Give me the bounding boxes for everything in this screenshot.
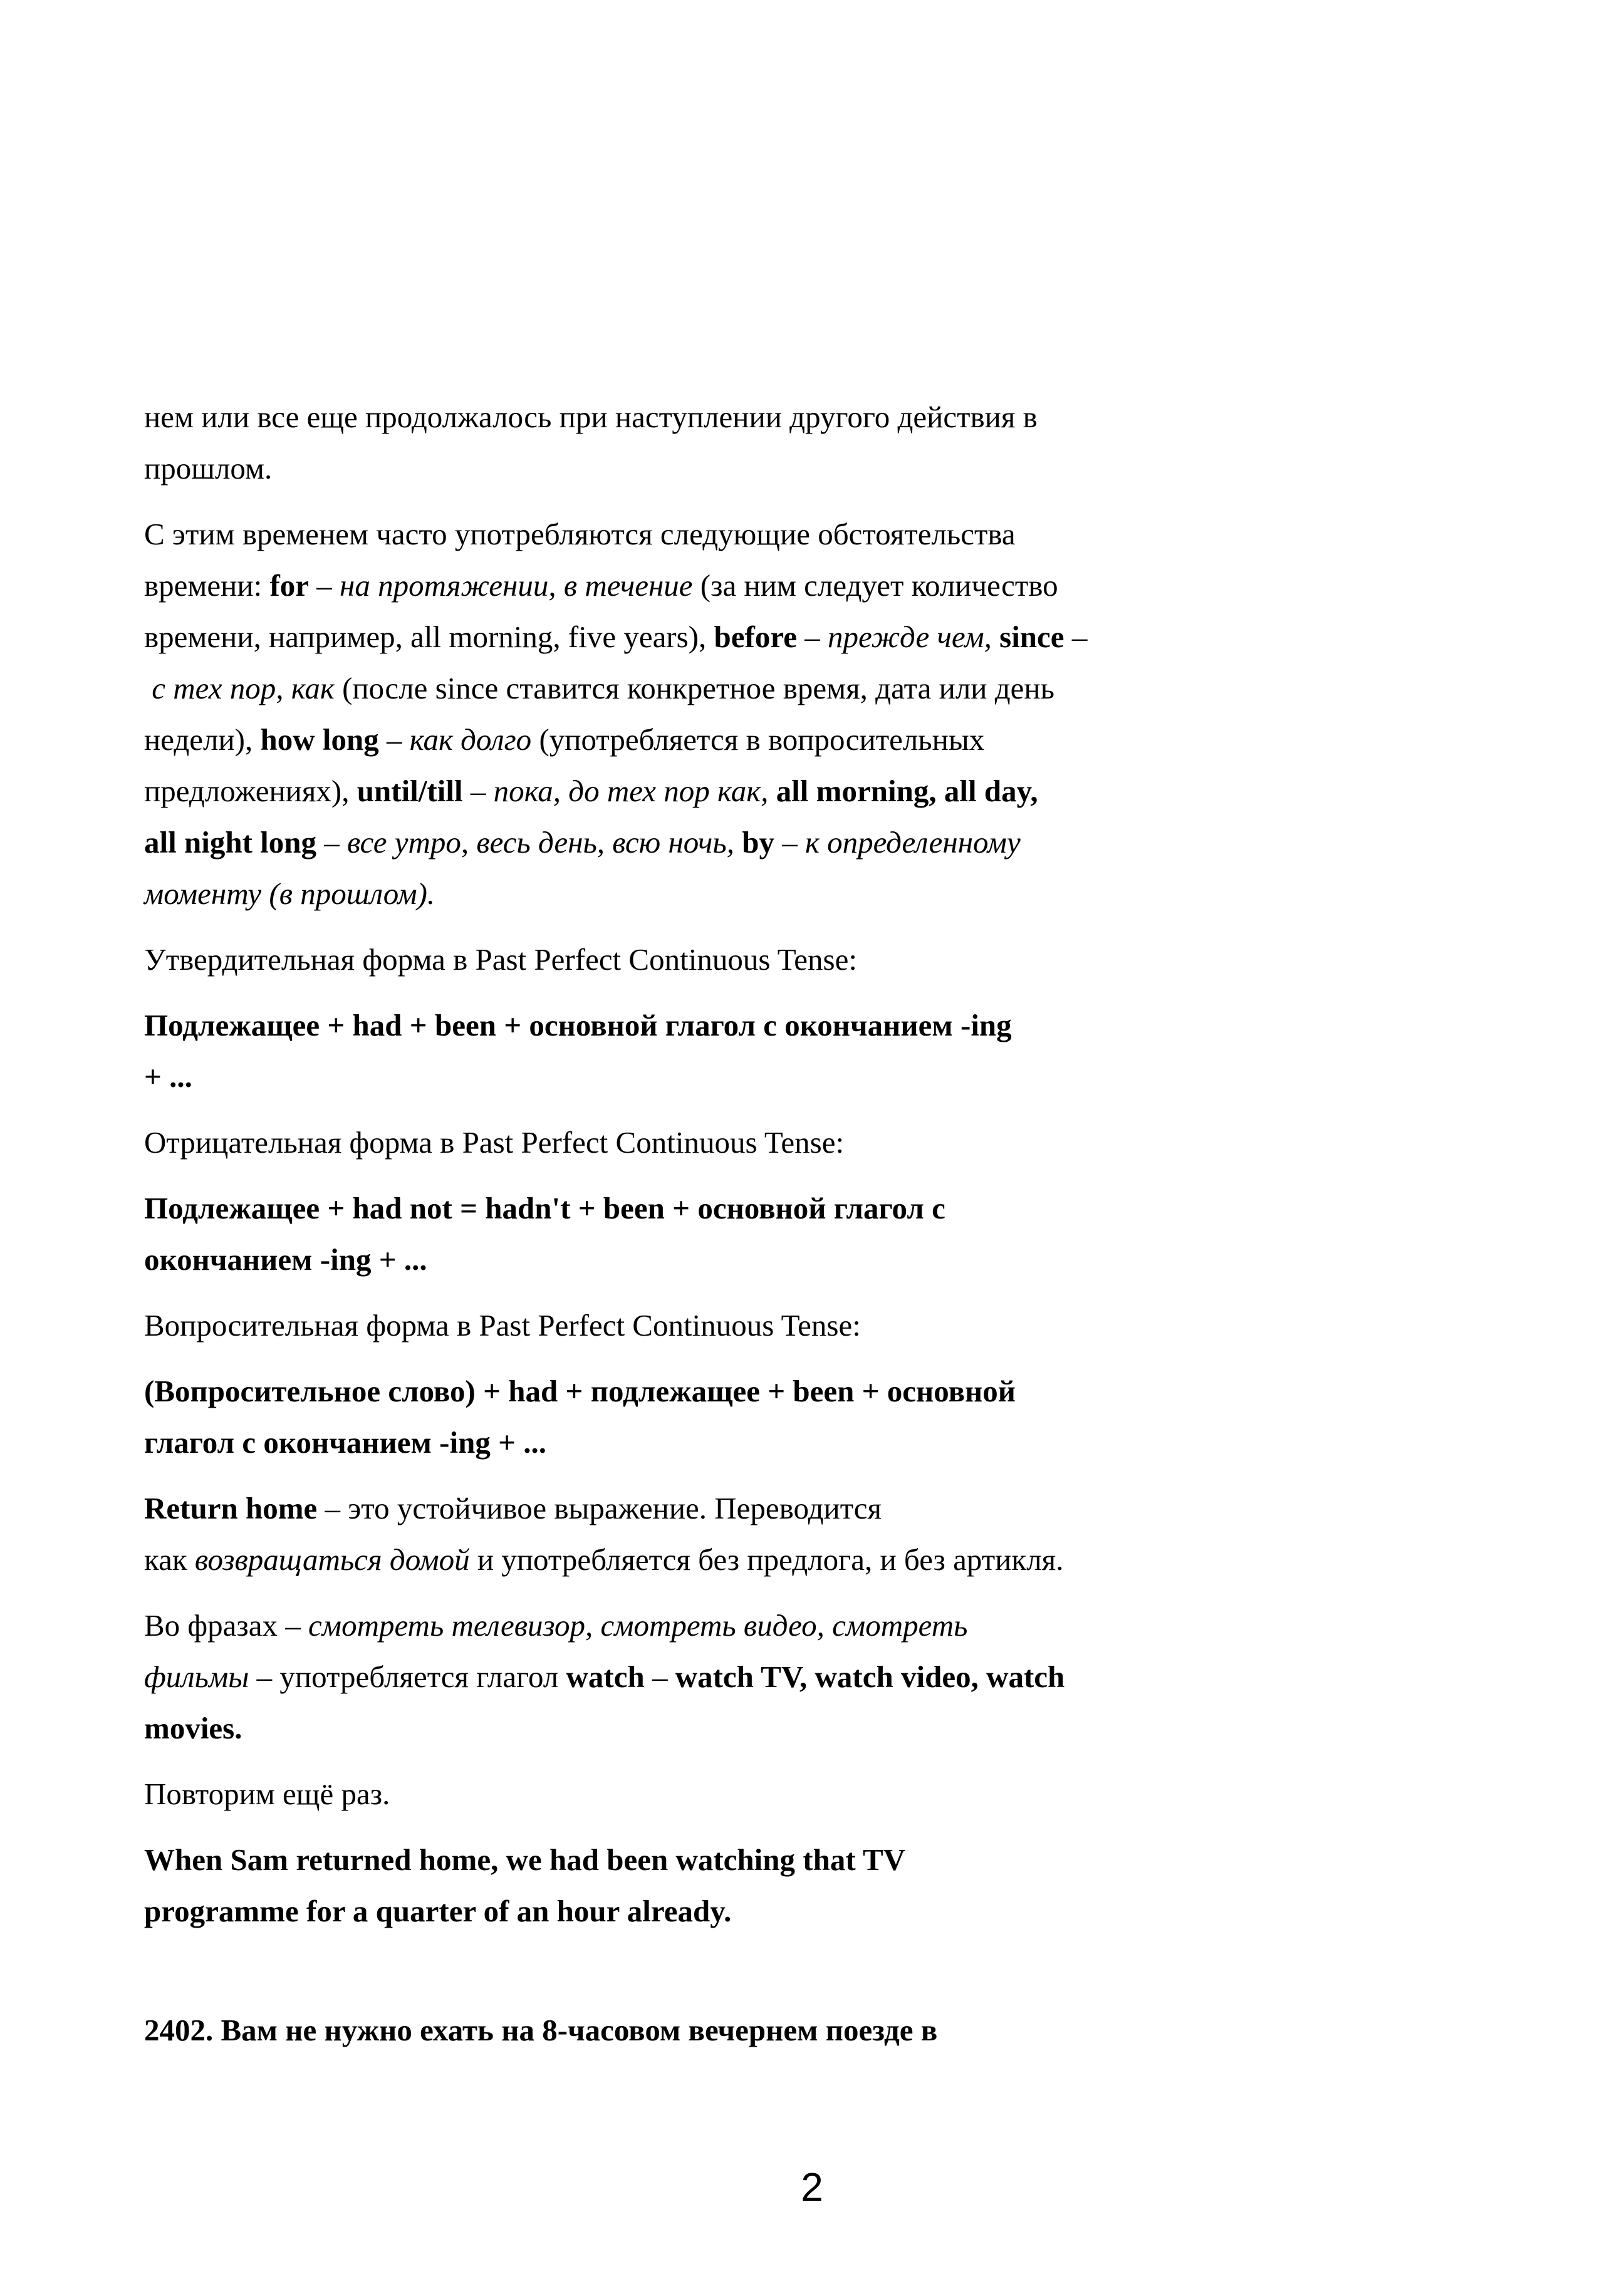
- paragraph-time-markers: С этим временем часто употребляются следующие обстоятельства времени: for – на протяжении, в течение (за ним следует количество времени, например, all morning, five years), before – прежде чем, since – с тех пор, как (после since ставится конкретное время, дата или день недели), how long – как долго (употребляется в вопросительных предложениях), until/till – пока, до тех пор как, all morning, all day, all night long – все утро, весь день, всю ночь, by – к определенному моменту (в прошлом).: [144, 517, 1088, 911]
- heading-affirmative-form: Утвердительная форма в Past Perfect Continuous Tense:: [144, 942, 857, 977]
- formula-affirmative: Подлежащее + had + been + основной глагол с окончанием -ing + ...: [144, 1008, 1012, 1094]
- paragraph-watch-phrases: Во фразах – смотреть телевизор, смотреть видео, смотреть фильмы – употребляется глагол watch – watch TV, watch video, watch movies.: [144, 1608, 1065, 1745]
- task-2402: 2402. Вам не нужно ехать на 8-часовом вечернем поезде в: [144, 2013, 938, 2047]
- page-number: 2: [801, 2164, 823, 2210]
- example-sentence-english: When Sam returned home, we had been watching that TV programme for a quarter of an hour already.: [144, 1842, 906, 1928]
- heading-interrogative-form: Вопросительная форма в Past Perfect Continuous Tense:: [144, 1308, 861, 1343]
- formula-negative: Подлежащее + had not = hadn't + been + основной глагол с окончанием -ing + ...: [144, 1191, 945, 1277]
- heading-negative-form: Отрицательная форма в Past Perfect Continuous Tense:: [144, 1125, 845, 1160]
- paragraph-repeat-once-more: Повторим ещё раз.: [144, 1777, 390, 1811]
- paragraph-return-home: Return home – это устойчивое выражение. Переводится как возвращаться домой и употребляется без предлога, и без артикля.: [144, 1491, 1064, 1577]
- formula-interrogative: (Вопросительное слово) + had + подлежащее + been + основной глагол с окончанием -ing + ...: [144, 1374, 1016, 1460]
- paragraph-intro-continuation: нем или все еще продолжалось при наступлении другого действия в прошлом.: [144, 400, 1038, 486]
